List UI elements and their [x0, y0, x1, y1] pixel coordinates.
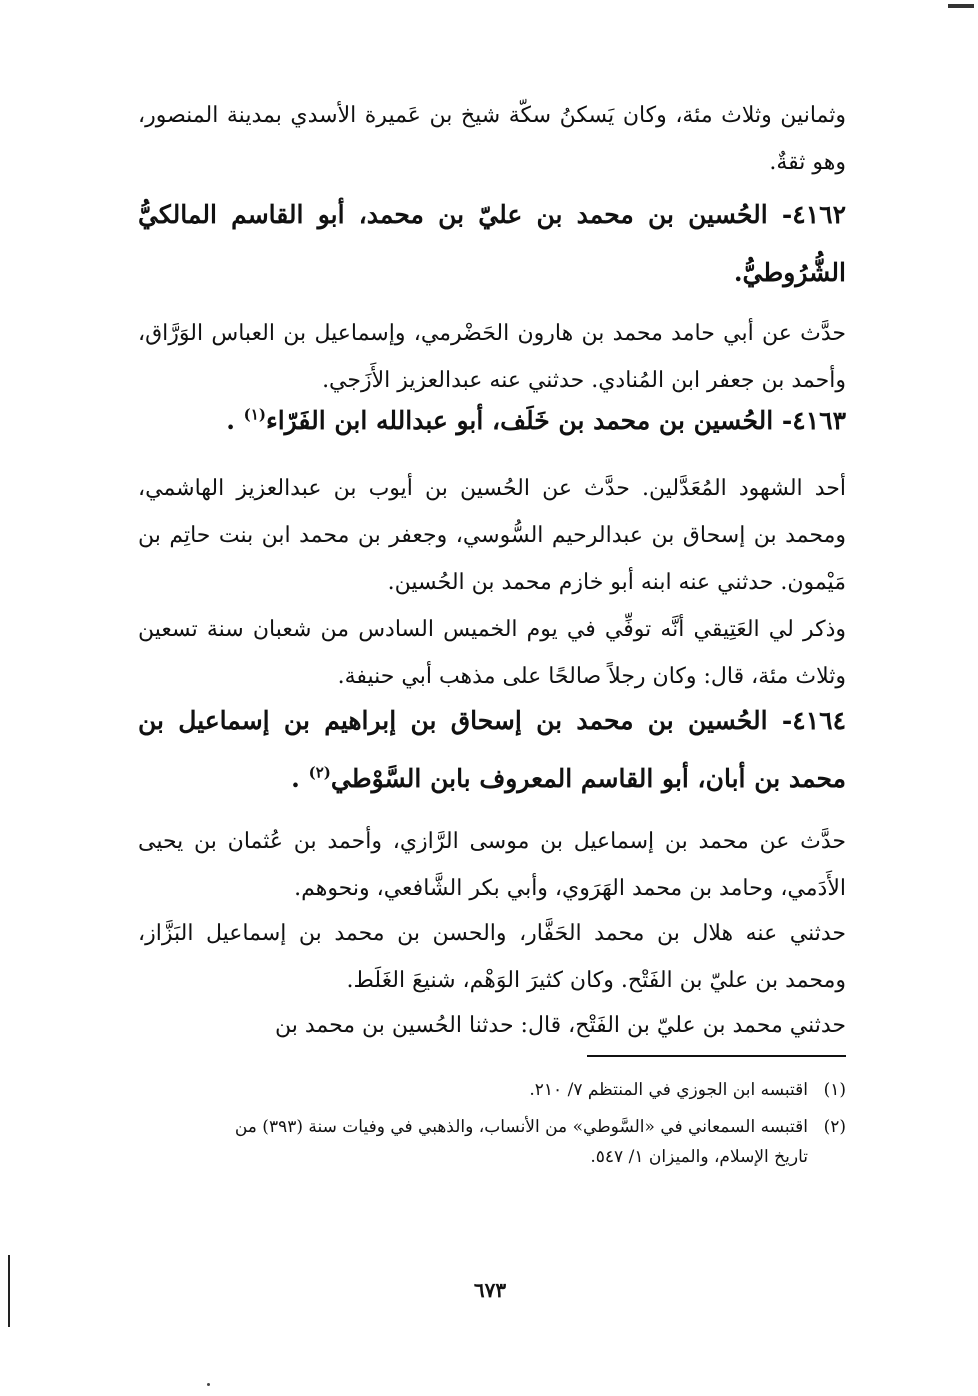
- footnote-text: اقتبسه السمعاني في «السَّوطي» من الأنساب، والذهبي في وفيات سنة (٣٩٣) من: [234, 1117, 808, 1137]
- paragraph-4164-narration: [138, 1002, 846, 1049]
- heading-end-mark: .: [291, 764, 309, 793]
- paragraph-4163-death: [138, 606, 846, 700]
- paragraph-text: وثمانين وثلاث مئة، وكان يَسكنُ سكّة شيخ بن عَميرة الأسدي بمدينة المنصور، وهو ثقةٌ.: [138, 103, 846, 175]
- footnote-number: (١): [823, 1080, 846, 1100]
- entry-heading-4164: [138, 692, 846, 808]
- paragraph-text: حدثني محمد بن عليّ بن الفَتْح، قال: حدثنا الحُسين بن محمد بن: [274, 1013, 846, 1038]
- entry-heading-text: ٤١٦٤- الحُسين بن محمد بن إسحاق بن إبراهيم بن إسماعيل بن محمد بن أبان، أبو القاسم المعروف بابن السَّوْطي: [138, 706, 846, 793]
- entry-heading-4163: [138, 392, 846, 450]
- footnote-1: [138, 1075, 846, 1105]
- paragraph-4164-body: [138, 818, 846, 912]
- footnote-2: [138, 1112, 846, 1172]
- paragraph-text: أحد الشهود المُعَدَّلين. حدَّث عن الحُسين بن أيوب بن عبدالعزيز الهاشمي، ومحمد بن إسحاق بن عبدالرحيم السُّوسي، وجعفر بن محمد ابن بنت حاتِم بن مَيْمون. حدثني عنه ابنه أبو خازم محمد بن الحُسين.: [138, 476, 846, 595]
- footnote-text-continued: تاريخ الإسلام، والميزان ١/ ٥٤٧.: [590, 1147, 808, 1167]
- scan-dot-mark: [207, 1383, 210, 1386]
- paragraph-text: حدَّث عن محمد بن إسماعيل بن موسى الرَّازي، وأحمد بن عُثمان بن يحيى الأَدَمي، وحامد بن محمد الهَرَوي، وأبي بكر الشَّافعي، ونحوهم.: [138, 829, 846, 901]
- page-number: ٦٧٣: [473, 1278, 507, 1302]
- entry-heading-text: ٤١٦٣- الحُسين بن محمد بن خَلَف، أبو عبدالله ابن الفَرّاء: [265, 406, 846, 435]
- paragraph-4164-students: [138, 910, 846, 1004]
- footnote-reference: (١): [243, 405, 266, 424]
- paragraph-4163-body: [138, 465, 846, 606]
- paragraph-text: حدَّث عن أبي حامد محمد بن هارون الحَضْرمي، وإسماعيل بن العباس الوَرَّاق، وأحمد بن جعفر ابن المُنادي. حدثني عنه عبدالعزيز الأَزَجي.: [138, 321, 846, 393]
- footnote-text: اقتبسه ابن الجوزي في المنتظم ٧/ ٢١٠.: [529, 1080, 808, 1100]
- footnote-separator: [587, 1055, 846, 1057]
- footnote-number: (٢): [823, 1117, 846, 1137]
- paragraph-4162-body: [138, 310, 846, 404]
- footnote-reference: (٢): [308, 763, 331, 782]
- heading-end-mark: .: [226, 406, 244, 435]
- scan-edge-mark: [8, 1255, 10, 1327]
- paragraph-continuation: [138, 92, 846, 186]
- entry-heading-4162: [138, 186, 846, 302]
- paragraph-text: حدثني عنه هلال بن محمد الحَفَّار، والحسن بن محمد بن إسماعيل البَزَّاز، ومحمد بن عليّ بن الفَتْح. وكان كثيرَ الوَهْم، شنيعَ الغَلَط.: [138, 921, 846, 993]
- scan-corner-mark: [948, 4, 974, 8]
- entry-heading-text: ٤١٦٢- الحُسين بن محمد بن عليّ بن محمد، أبو القاسم المالكيُّ الشُّرُوطيُّ.: [138, 200, 846, 287]
- paragraph-text: وذكر لي العَتِيقي أنَّه توفِّي في يوم الخميس السادس من شعبان سنة تسعين وثلاث مئة، قال: وكان رجلاً صالحًا على مذهب أبي حنيفة.: [138, 617, 846, 689]
